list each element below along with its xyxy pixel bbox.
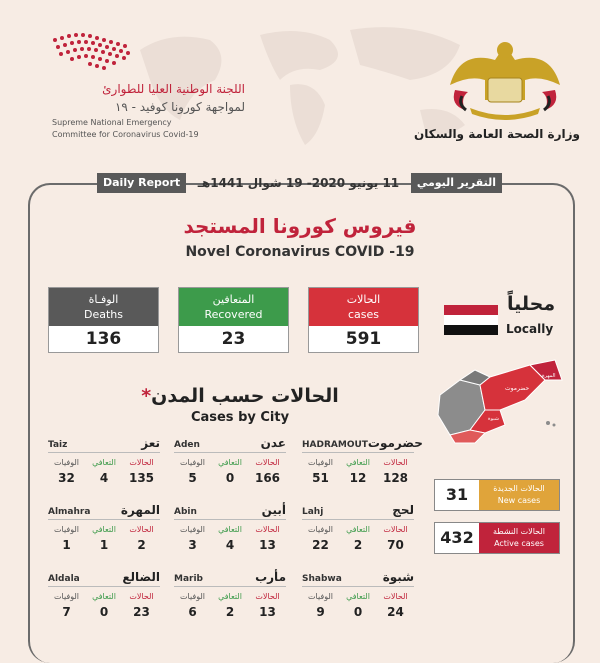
city-card: [174, 570, 286, 626]
city-deaths: 22: [312, 538, 329, 552]
city-deaths: 5: [188, 471, 197, 485]
city-name-en: Lahj: [302, 507, 324, 517]
col-label-cases: الحالات: [255, 525, 280, 534]
col-label-cases: الحالات: [383, 525, 408, 534]
daily-report-en-tag: Daily Report: [97, 173, 186, 193]
committee-name-ar-2: لمواجهة كورونا كوفيد - ١٩: [114, 100, 245, 114]
city-name-ar: لحج: [392, 503, 414, 517]
city-name-en: Almahra: [48, 507, 91, 517]
city-name-ar: المهرة: [120, 503, 160, 517]
locally-label-ar: محلياً: [507, 293, 556, 315]
col-label-deaths: الوفيات: [179, 592, 205, 601]
recovered-label-en: Recovered: [204, 308, 263, 321]
city-card: [48, 503, 160, 559]
city-name-ar: حضرموت: [367, 436, 423, 450]
city-cases: 23: [133, 605, 150, 619]
recovered-label-ar: المتعافين: [212, 293, 255, 306]
report-bar: [97, 172, 502, 194]
deaths-stat: [48, 287, 159, 353]
col-label-deaths: الوفيات: [307, 592, 333, 601]
col-label-deaths: الوفيات: [179, 458, 205, 467]
city-deaths: 1: [62, 538, 71, 552]
city-cases: 70: [387, 538, 404, 552]
active-cases-value: 432: [440, 528, 474, 547]
ministry-header: [414, 30, 580, 150]
city-cases: 135: [128, 471, 155, 485]
col-label-cases: الحالات: [383, 458, 408, 467]
city-cases: 13: [259, 605, 276, 619]
col-label-recovered: التعافي: [218, 458, 242, 467]
title-ar: فيروس كورونا المستجد: [183, 214, 417, 238]
committee-dots-logo: [50, 30, 140, 75]
col-label-recovered: التعافي: [346, 592, 370, 601]
col-label-cases: الحالات: [129, 458, 154, 467]
city-recovered: 4: [225, 538, 235, 552]
city-name-en: Aldala: [48, 574, 80, 584]
col-label-recovered: التعافي: [92, 458, 116, 467]
cases-by-city-ar-text: الحالات حسب المدن: [151, 385, 339, 407]
cases-label-ar: الحالات: [346, 293, 381, 306]
city-name-en: Marib: [174, 574, 203, 584]
col-label-deaths: الوفيات: [179, 525, 205, 534]
city-name-ar: مأرب: [255, 570, 286, 584]
cases-value: 591: [345, 329, 382, 349]
city-recovered: 0: [353, 605, 363, 619]
city-deaths: 7: [62, 605, 71, 619]
col-label-cases: الحالات: [255, 458, 280, 467]
city-cases: 166: [254, 471, 281, 485]
daily-report-ar-tag: التقرير اليومي: [411, 173, 502, 193]
city-recovered: 1: [99, 538, 109, 552]
col-label-deaths: الوفيات: [53, 525, 79, 534]
city-deaths: 3: [188, 538, 197, 552]
city-card: [302, 503, 414, 559]
active-cases-label-en: Active cases: [494, 539, 544, 548]
city-deaths: 9: [316, 605, 325, 619]
committee-name-ar-1: اللجنة الوطنية العليا للطوارئ: [102, 82, 245, 96]
col-label-deaths: الوفيات: [307, 458, 333, 467]
city-name-en: HADRAMOUT: [302, 440, 368, 450]
city-card: [302, 570, 414, 626]
col-label-cases: الحالات: [129, 592, 154, 601]
city-name-ar: تعز: [141, 436, 160, 450]
city-deaths: 51: [312, 471, 329, 485]
city-cases: 13: [259, 538, 276, 552]
cases-label-en: cases: [347, 308, 380, 321]
col-label-recovered: التعافي: [92, 525, 116, 534]
city-cases: 128: [382, 471, 409, 485]
yemen-eagle-emblem-icon: [430, 30, 580, 122]
city-name-ar: الضالع: [122, 570, 160, 584]
col-label-recovered: التعافي: [218, 525, 242, 534]
new-cases-label-en: New cases: [497, 496, 541, 505]
col-label-recovered: التعافي: [218, 592, 242, 601]
cases-by-city-title-ar: [0, 385, 480, 407]
city-deaths: 32: [58, 471, 75, 485]
cases-by-city-title-en: Cases by City: [190, 410, 290, 425]
committee-name-en-1: Supreme National Emergency: [52, 118, 172, 127]
map-label-hadramout: حضرموت: [505, 385, 530, 392]
active-cases-label-ar: الحالات النشطة: [493, 527, 545, 536]
title-en: Novel Coronavirus COVID -19: [185, 244, 415, 260]
deaths-value: 136: [85, 329, 122, 349]
cases-stat: [308, 287, 419, 353]
city-name-en: Taiz: [48, 440, 68, 450]
city-card: [48, 570, 160, 626]
deaths-label-en: Deaths: [84, 308, 123, 321]
city-cases: 2: [137, 538, 146, 552]
new-cases-box: [434, 479, 560, 511]
col-label-deaths: الوفيات: [53, 592, 79, 601]
city-recovered: 0: [99, 605, 109, 619]
city-name-en: Aden: [174, 440, 200, 450]
city-name-en: Abin: [174, 507, 197, 517]
city-card: [302, 436, 423, 492]
city-recovered: 4: [99, 471, 109, 485]
col-label-recovered: التعافي: [346, 458, 370, 467]
col-label-cases: الحالات: [255, 592, 280, 601]
ministry-name: وزارة الصحة العامة والسكان: [414, 127, 580, 141]
yemen-flag-icon: [444, 305, 498, 335]
city-recovered: 2: [353, 538, 363, 552]
map-label-almahra: المهرة: [542, 373, 556, 379]
col-label-recovered: التعافي: [346, 525, 370, 534]
deaths-label-ar: الوفـاة: [88, 293, 119, 306]
cases-by-city-star: *: [141, 385, 152, 407]
recovered-stat: [178, 287, 289, 353]
city-card: [48, 436, 160, 492]
city-recovered: 0: [225, 471, 235, 485]
city-name-ar: أبين: [261, 503, 286, 517]
city-recovered: 12: [349, 471, 367, 485]
city-name-en: Shabwa: [302, 574, 342, 584]
col-label-recovered: التعافي: [92, 592, 116, 601]
recovered-value: 23: [221, 329, 246, 349]
new-cases-value: 31: [445, 485, 469, 504]
city-card: [174, 503, 286, 559]
new-cases-label-ar: الحالات الجديدة: [493, 484, 545, 493]
col-label-deaths: الوفيات: [307, 525, 333, 534]
city-deaths: 6: [188, 605, 197, 619]
city-name-ar: عدن: [260, 436, 286, 450]
col-label-cases: الحالات: [129, 525, 154, 534]
col-label-cases: الحالات: [383, 592, 408, 601]
city-card: [174, 436, 286, 492]
report-date: 11 يونيو 2020- 19 شوال 1441هـ: [197, 176, 400, 190]
map-label-shabwa: شبوة: [488, 416, 499, 422]
col-label-deaths: الوفيات: [53, 458, 79, 467]
active-cases-box: [434, 522, 560, 554]
city-name-ar: شبوة: [382, 570, 414, 584]
committee-name-en-2: Committee for Coronavirus Covid-19: [52, 130, 199, 139]
locally-label-en: Locally: [506, 322, 554, 336]
city-recovered: 2: [225, 605, 235, 619]
city-cases: 24: [387, 605, 404, 619]
